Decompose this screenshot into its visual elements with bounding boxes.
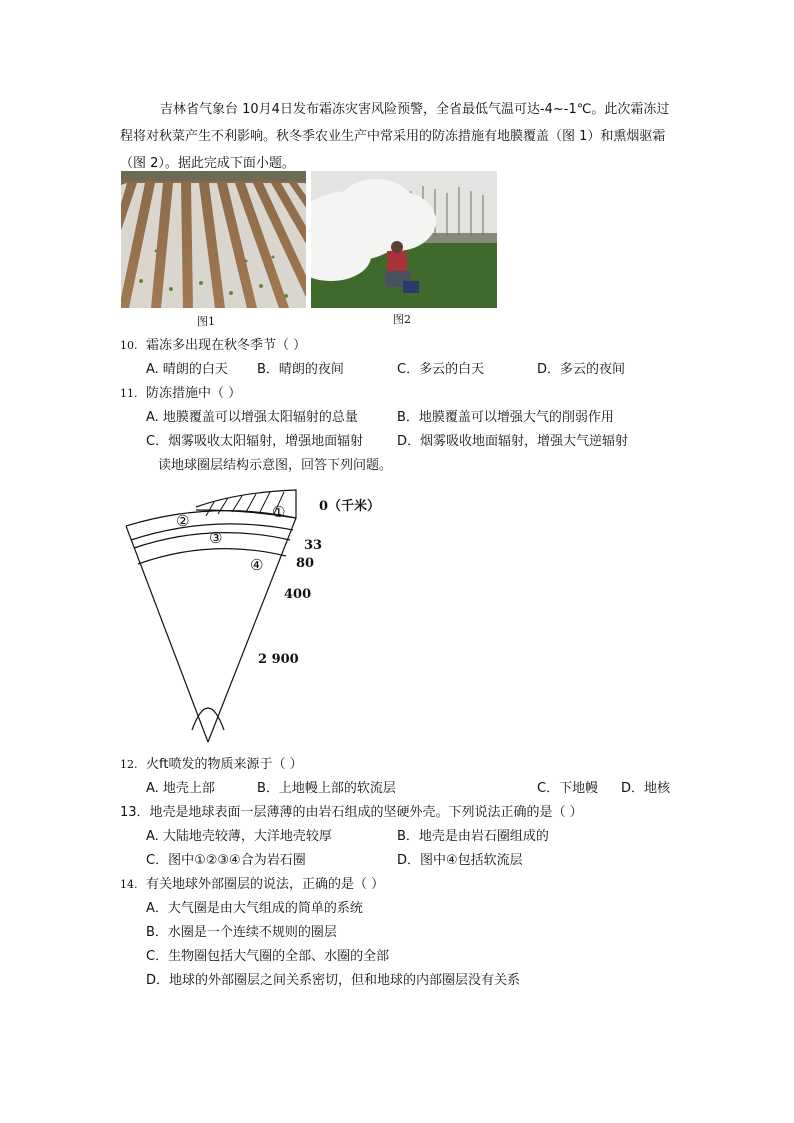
question-number: 13．: [120, 805, 150, 820]
question-14-option-d: D．地球的外部圈层之间关系密切，但和地球的内部圈层没有关系: [146, 973, 521, 988]
question-10-stem: [120, 337, 306, 355]
layer-4-label: ④: [250, 556, 264, 574]
layer-3-label: ③: [209, 529, 223, 547]
question-10-option-c: C．多云的白天: [397, 362, 485, 377]
question-11-option-b: B．地膜覆盖可以增强大气的削弱作用: [397, 410, 614, 425]
figure-2-caption: 图2: [393, 313, 411, 326]
question-12-option-b: B．上地幔上部的软流层: [257, 781, 396, 796]
question-13-option-b: B．地壳是由岩石圈组成的: [397, 829, 549, 844]
question-14-stem: [120, 876, 384, 894]
question-11-stem: [120, 385, 241, 403]
crust-top-arc: [126, 511, 296, 526]
depth-label-400: 400: [284, 587, 312, 602]
figure-2-photo: [311, 171, 497, 308]
question-number: 12.: [120, 758, 138, 771]
question-13-option-c: C．图中①②③④合为岩石圈: [146, 853, 306, 868]
question-14-option-a: A．大气圈是由大气组成的简单的系统: [146, 901, 363, 916]
intro-paragraph: 吉林省气象台 10月4日发布霜冻灾害风险预警，全省最低气温可达-4~-1℃。此次霜冻过程将对秋菜产生不利影响。秋冬季农业生产中常采用的防冻措施有地膜覆盖（图 1）和熏烟驱霜（图 2）。据此完成下面小题。: [120, 102, 670, 171]
question-13-stem: [120, 804, 583, 822]
question-text: 霜冻多出现在秋冬季节（ ）: [146, 338, 307, 353]
cone-right-edge: [208, 518, 296, 742]
question-14-option-b: B．水圈是一个连续不规则的圈层: [146, 925, 337, 940]
question-11-option-a: A. 地膜覆盖可以增强太阳辐射的总量: [146, 410, 358, 425]
figure-1-photo: [121, 171, 306, 308]
section-intro: 读地球圈层结构示意图，回答下列问题。: [158, 458, 393, 473]
question-12-stem: [120, 756, 303, 774]
question-number: 10.: [120, 339, 138, 352]
question-number: 11.: [120, 387, 138, 400]
question-text: 防冻措施中（ ）: [146, 386, 242, 401]
question-number: 14.: [120, 878, 138, 891]
question-text: 有关地球外部圈层的说法，正确的是（ ）: [146, 877, 385, 892]
boundary-80-arc: [138, 549, 286, 564]
question-text: 火ft喷发的物质来源于（ ）: [146, 757, 303, 772]
question-13-option-d: D．图中④包括软流层: [397, 853, 523, 868]
question-10-option-b: B．晴朗的夜间: [257, 362, 344, 377]
depth-label-0: 0（千米）: [319, 499, 381, 514]
question-text: 地壳是地球表面一层薄薄的由岩石组成的坚硬外壳。下列说法正确的是（ ）: [149, 805, 583, 820]
question-10-option-d: D．多云的夜间: [537, 362, 626, 377]
layer-1-label: ①: [272, 503, 286, 521]
figure-1-caption: 图1: [197, 315, 215, 328]
question-12-option-a: A. 地壳上部: [146, 781, 215, 796]
depth-label-80: 80: [296, 556, 315, 571]
question-10-option-a: A. 晴朗的白天: [146, 362, 228, 377]
depth-label-2900: 2 900: [258, 652, 299, 667]
question-14-option-c: C．生物圈包括大气圈的全部、水圈的全部: [146, 949, 390, 964]
question-11-option-c: C．烟雾吸收太阳辐射，增强地面辐射: [146, 434, 364, 449]
depth-label-33: 33: [304, 538, 323, 553]
question-12-option-c: C．下地幔: [537, 781, 599, 796]
question-12-option-d: D．地核: [621, 781, 671, 796]
question-11-option-d: D．烟雾吸收地面辐射，增强大气逆辐射: [397, 434, 629, 449]
earth-layers-diagram: [118, 486, 418, 752]
question-13-option-a: A. 大陆地壳较薄，大洋地壳较厚: [146, 829, 332, 844]
cone-left-edge: [126, 526, 208, 742]
layer-2-label: ②: [176, 512, 190, 530]
